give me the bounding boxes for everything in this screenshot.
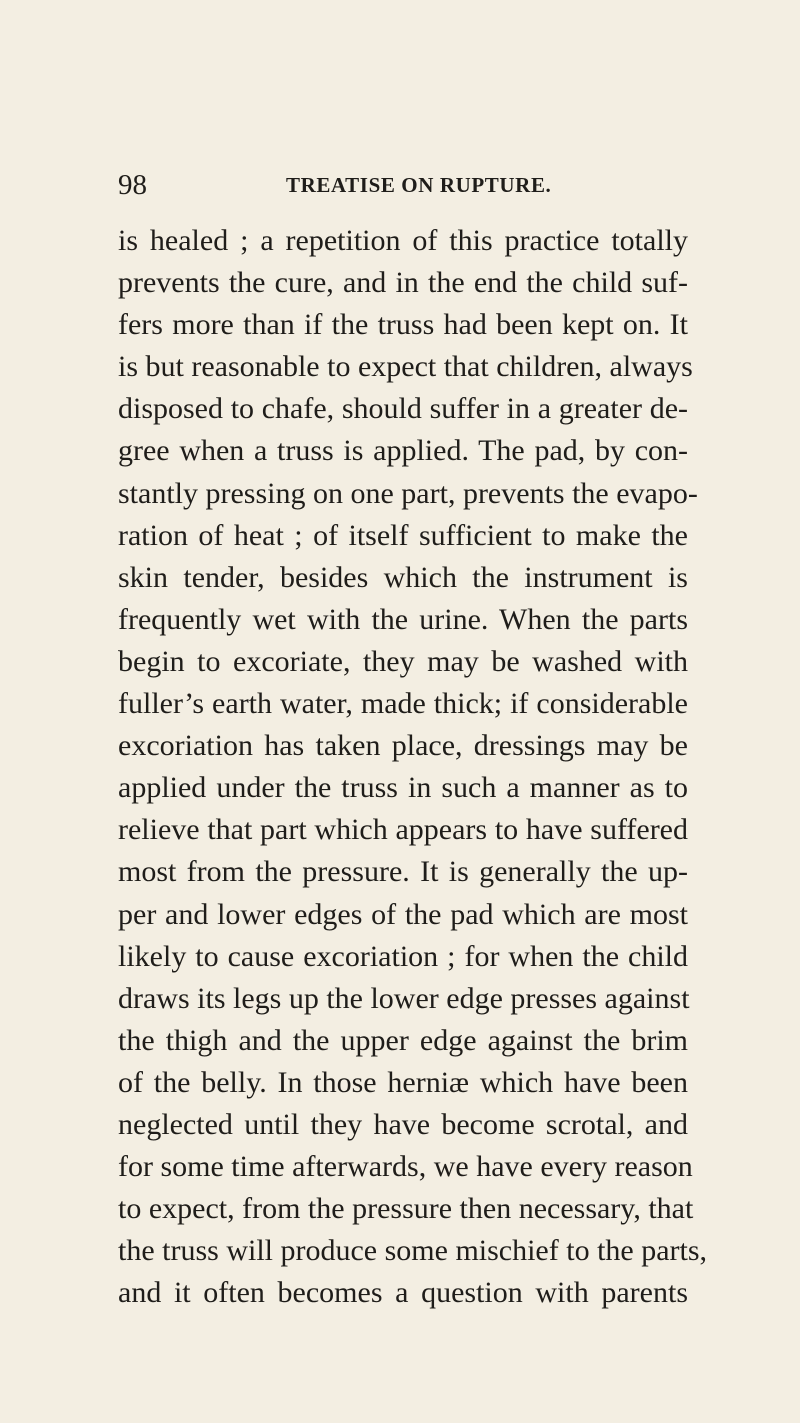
text-line: most from the pressure. It is generally the up-	[118, 855, 688, 889]
text-line: excoriation has taken place, dressings may be	[118, 729, 688, 763]
body-text	[118, 220, 708, 1314]
text-line: draws its legs up the lower edge presses against	[118, 981, 690, 1015]
text-line: ration of heat ; of itself sufficient to make the	[118, 518, 688, 552]
text-line: of the belly. In those herniæ which have been	[118, 1065, 688, 1099]
text-line: prevents the cure, and in the end the child suf-	[118, 266, 688, 300]
text-line: likely to cause excoriation ; for when the child	[118, 939, 688, 973]
text-line: gree when a truss is applied. The pad, by con-	[118, 434, 688, 468]
text-line: relieve that part which appears to have suffered	[118, 813, 688, 847]
text-line: is healed ; a repetition of this practice totally	[118, 224, 688, 257]
text-line: begin to excoriate, they may be washed with	[118, 644, 688, 678]
text-line: per and lower edges of the pad which are most	[118, 897, 688, 931]
text-line: applied under the truss in such a manner as to	[118, 771, 688, 805]
text-line: stantly pressing on one part, prevents the evapo-	[118, 476, 698, 510]
text-line: and it often becomes a question with parents	[118, 1276, 688, 1310]
text-line: is but reasonable to expect that children, always	[118, 350, 693, 384]
text-line: the truss will produce some mischief to the parts,	[118, 1234, 708, 1268]
text-line: frequently wet with the urine. When the parts	[118, 602, 688, 636]
page-number: 98	[118, 169, 147, 201]
running-title: TREATISE ON RUPTURE.	[286, 173, 552, 197]
text-line: fuller’s earth water, made thick; if considerable	[118, 687, 688, 721]
text-line: for some time afterwards, we have every reason	[118, 1150, 693, 1184]
text-line: neglected until they have become scrotal, and	[118, 1107, 688, 1141]
text-line: disposed to chafe, should suffer in a greater de-	[118, 392, 688, 426]
page-header	[118, 168, 678, 202]
text-line: fers more than if the truss had been kept on. It	[118, 308, 688, 342]
text-line: skin tender, besides which the instrument is	[118, 560, 688, 594]
text-line: the thigh and the upper edge against the brim	[118, 1023, 688, 1057]
text-line: to expect, from the pressure then necessary, that	[118, 1192, 694, 1226]
